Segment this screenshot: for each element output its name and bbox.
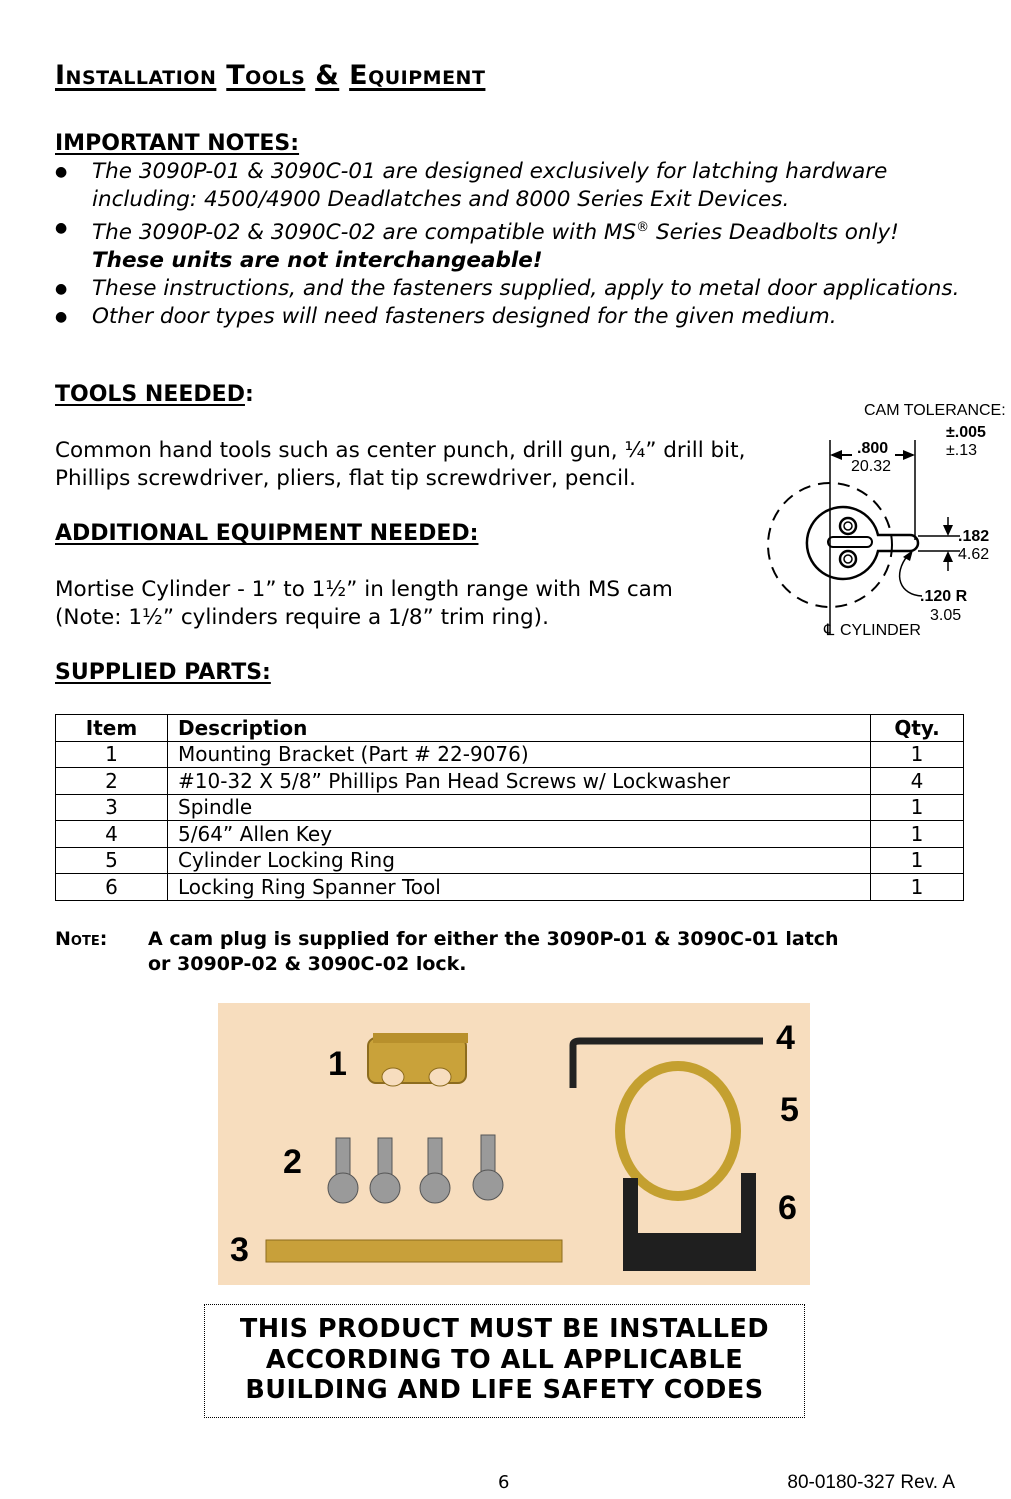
description-cell: 5/64” Allen Key xyxy=(168,821,871,848)
supplied-parts-photo xyxy=(218,1003,810,1285)
part-label: 1 xyxy=(328,1045,347,1083)
column-header: Item xyxy=(56,715,168,742)
title-word: Tools xyxy=(226,60,306,91)
table-row xyxy=(56,847,964,874)
tools-heading-text: TOOLS NEEDED xyxy=(55,382,245,407)
radius-in: .120 R xyxy=(920,588,968,605)
list-item: ● Other door types will need fasteners designed for the given medium. xyxy=(55,303,985,331)
tolerance-mm: ±.13 xyxy=(946,442,978,459)
title-word: Equipment xyxy=(349,60,486,91)
part-label: 4 xyxy=(776,1019,795,1057)
page-title xyxy=(55,60,485,91)
note-line: A cam plug is supplied for either the 3090P-01 & 3090C-01 latch xyxy=(148,928,839,950)
screws-icon xyxy=(328,1135,503,1203)
list-item xyxy=(55,214,985,275)
part-label: 5 xyxy=(780,1091,799,1129)
locking-ring-icon xyxy=(620,1066,736,1196)
list-item: ● The 3090P-01 & 3090C-01 are designed exclusively for latching hardware including: 4500/4900 Deadlatches and 8000 Series Exit Devices. xyxy=(55,158,985,214)
additional-heading: ADDITIONAL EQUIPMENT NEEDED: xyxy=(55,521,479,546)
item-cell: 1 xyxy=(56,741,168,768)
item-cell: 6 xyxy=(56,874,168,901)
warning-line: THIS PRODUCT MUST BE INSTALLED xyxy=(239,1314,770,1344)
colon: : xyxy=(244,382,254,407)
warning-line: BUILDING AND LIFE SAFETY CODES xyxy=(245,1375,764,1405)
qty-cell: 1 xyxy=(871,794,964,821)
description-cell: Locking Ring Spanner Tool xyxy=(168,874,871,901)
cam-plug-note xyxy=(55,927,839,977)
additional-text: Mortise Cylinder - 1” to 1½” in length range with MS cam (Note: 1½” cylinders require a 1/8” trim ring). xyxy=(55,577,673,630)
item-cell: 3 xyxy=(56,794,168,821)
part-label: 6 xyxy=(778,1189,797,1227)
note-emphasis: These units are not interchangeable! xyxy=(92,248,543,274)
note-text: The 3090P-02 & 3090C-02 are compatible with MS xyxy=(92,220,637,246)
table-row xyxy=(56,874,964,901)
warning-line: ACCORDING TO ALL APPLICABLE xyxy=(265,1344,744,1375)
description-cell: Spindle xyxy=(168,794,871,821)
qty-cell: 4 xyxy=(871,768,964,795)
parts-illustration xyxy=(218,1003,810,1285)
description-cell: Cylinder Locking Ring xyxy=(168,847,871,874)
supplied-parts-table xyxy=(55,714,964,901)
table-header-row xyxy=(56,715,964,742)
cam-diagram xyxy=(760,395,1010,645)
document-number: 80-0180-327 Rev. A xyxy=(787,1472,955,1493)
qty-cell: 1 xyxy=(871,847,964,874)
table-row xyxy=(56,768,964,795)
registered-mark: ® xyxy=(636,220,650,235)
qty-cell: 1 xyxy=(871,741,964,768)
cam-tolerance-label: CAM TOLERANCE: xyxy=(864,402,1006,419)
qty-cell: 1 xyxy=(871,874,964,901)
width-mm: 20.32 xyxy=(851,458,892,475)
tools-heading xyxy=(55,382,254,407)
item-cell: 2 xyxy=(56,768,168,795)
column-header: Description xyxy=(168,715,871,742)
spindle-icon xyxy=(266,1240,562,1262)
centerline-symbol: ℄ xyxy=(824,622,835,639)
part-label: 2 xyxy=(283,1143,302,1181)
table-row xyxy=(56,821,964,848)
cylinder-label: CYLINDER xyxy=(840,622,921,639)
description-cell: Mounting Bracket (Part # 22-9076) xyxy=(168,741,871,768)
description-cell: #10-32 X 5/8” Phillips Pan Head Screws w/ Lockwasher xyxy=(168,768,871,795)
note-text: Series Deadbolts only! xyxy=(649,220,899,246)
note-line: or 3090P-02 & 3090C-02 lock. xyxy=(148,953,467,975)
item-cell: 4 xyxy=(56,821,168,848)
page-number: 6 xyxy=(498,1472,510,1493)
column-header: Qty. xyxy=(871,715,964,742)
qty-cell: 1 xyxy=(871,821,964,848)
important-notes-heading: IMPORTANT NOTES: xyxy=(55,131,300,156)
title-word: Installation xyxy=(55,60,217,91)
supplied-parts-heading: SUPPLIED PARTS: xyxy=(55,660,271,685)
part-label: 3 xyxy=(230,1231,249,1269)
list-item: ● These instructions, and the fasteners supplied, apply to metal door applications. xyxy=(55,275,985,303)
note-label: Note: xyxy=(55,928,108,950)
height-in: .182 xyxy=(958,528,990,545)
height-mm: 4.62 xyxy=(958,546,990,563)
table-row xyxy=(56,794,964,821)
tools-text: Common hand tools such as center punch, drill gun, ¼” drill bit, Phillips screwdriver, pliers, flat tip screwdriver, pencil. xyxy=(55,438,746,491)
important-notes-list xyxy=(55,158,985,331)
safety-warning-box xyxy=(204,1304,805,1418)
title-word: & xyxy=(315,60,340,91)
table-row xyxy=(56,741,964,768)
tolerance-in: ±.005 xyxy=(946,424,986,441)
radius-mm: 3.05 xyxy=(930,607,962,624)
width-in: .800 xyxy=(857,440,889,457)
item-cell: 5 xyxy=(56,847,168,874)
